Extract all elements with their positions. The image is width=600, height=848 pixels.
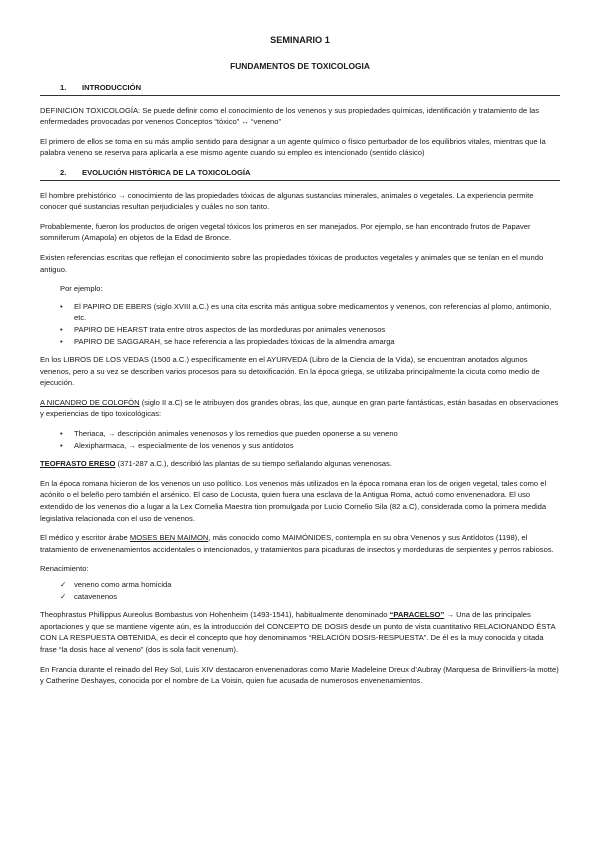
paragraph-definicion: DEFINICION TOXICOLOGÍA: Se puede definir como el conocimiento de los venenos y sus propiedades químicas, identificación y tratamiento de las enfermedades provocadas por venenos Conceptos “tóxico” ↔ “veneno” [40,105,540,127]
paracelso-name: “PARACELSO” [389,610,445,620]
paragraph-vedas: En los LIBROS DE LOS VEDAS (1500 a.C.) específicamente en el AYURVEDA (Libro de la Ciencia de la Vida), se encuentran anotados algunos venenos, pero a su vez se describen varios procesos para su detoxificación. En la época griega, se utilizaba principalmente la cicuta como medio de ejecución. [40,355,540,388]
moses-name: MOSES BEN MAIMON [129,533,209,543]
section-heading-text: INTRODUCCIÓN [82,83,142,92]
nicandro-name: A NICANDRO DE COLOFÓN [40,397,140,407]
paragraph-referencias-escritas: Existen referencias escritas que reflejan el conocimiento sobre las propiedades tóxicas de productos vegetales y animales que se tenían en el mundo antiguo. [40,252,544,274]
teofrasto-text: (371-287 a.C.), describió las plantas de su tiempo señalando algunas venenosas. [115,459,392,469]
list-renacimiento [40,579,560,602]
list-item: • El PAPIRO DE EBERS (siglo XVIII a.C.) es una cita escrita más antigua sobre medicamentos y venenos, con referencias al plomo, antimonio, etc. [74,301,560,324]
paragraph-toxico-veneno: El primero de ellos se toma en su más amplio sentido para designar a un agente químico o físico perturbador de los equilibrios vitales, mientras que la palabra veneno se reserva para aplicarla a ese mismo agente cuando su empleo es intencionado (sentido clásico) [40,136,546,158]
paragraph-teofrasto [40,458,560,470]
section-number: 1. [60,83,67,92]
moses-pre: El médico y escritor árabe [40,533,130,543]
paragraph-productos-vegetales: Probablemente, fueron los productos de origen vegetal tóxicos los primeros en ser manejados. Por ejemplo, se han encontrado frutos de Papaver somniferum (Amapola) en objetos de la Edad de Bronce. [40,221,531,243]
list-item: • Theriaca, → descripción animales venenosos y los remedios que pueden oponerse a su veneno [74,428,560,440]
paragraph-moses [40,532,560,555]
section-heading-text: EVOLUCIÓN HISTÓRICA DE LA TOXICOLOGÍA [82,167,251,177]
nicandro-text: (siglo II a.C) se le atribuyen dos grandes obras, las que, aunque en gran parte fantásticas, están basadas en observaciones y experiencias de tipo toxicológicas: [40,397,559,419]
document-subtitle: FUNDAMENTOS DE TOXICOLOGIA [230,61,370,71]
paragraph-francia: En Francia durante el reinado del Rey Sol, Luis XIV destacaron envenenadoras como Marie Madeleine Dreux d’Aubray (Marquesa de Brinvilliers-la motte) y Catherine Deshayes, conocida por el nombre de La Voisin, quien fue acusada de numerosos envenenamientos. [40,664,559,686]
paragraph-por-ejemplo: Por ejemplo: [60,284,103,294]
list-item: • PAPIRO DE HEARST trata entre otros aspectos de las mordeduras por animales venenosos [74,324,560,336]
paragraph-epoca-romana: En la época romana hicieron de los venenos un uso político. Los venenos más utilizados en la época romana eran los de origen vegetal, tales como el acónito o el beleño pero también el arsénico. El caso de Locusta, quien fuera una esclava de la Antigua Roma, actuó como envenenadora. El uso extendido de los venenos dio a lugar a la Lex Cornelia Maestra tion promulgada por Lucio Cornelio Sila (82 a.C), considerada como la primera medida legislativa relacionada con el uso de venenos. [40,478,547,523]
section-heading-evolucion [40,167,560,181]
paragraph-renacimiento: Renacimiento: [40,564,89,574]
document-title: SEMINARIO 1 [270,35,330,45]
list-papiros [40,301,560,347]
paragraph-paracelso [40,609,560,655]
moses-text: , más conocido como MAIMÓNIDES, contempla en su obra Venenos y sus Antídotos (1198), el tratamiento de envenenamientos accidentales o intencionados, y tratamientos para picaduras de insectos y mordeduras de serpientes y perros rabiosos. [40,533,554,554]
paragraph-nicandro [40,397,560,420]
paracelso-pre: Theophrastus Phillippus Aureolus Bombastus von Hohenheim (1493-1541), habitualmente denominado [40,610,390,620]
list-item: ✓ catavenenos [74,591,560,603]
section-number: 2. [60,167,67,177]
section-heading-introduccion [40,82,560,96]
list-item: ✓ veneno como arma homicida [74,579,560,591]
teofrasto-name: TEOFRASTO ERESO [40,459,116,469]
paragraph-prehistorico: El hombre prehistórico → conocimiento de las propiedades tóxicas de algunas sustancias minerales, animales o vegetales. La experiencia permite conocer qué sustancias resultan perjudiciales y cuáles no son tanto. [40,190,534,212]
paracelso-text: → Una de las principales aportaciones y que se mantiene vigente aún, es la introducción del CONCEPTO DE DOSIS desde un punto de vista cuantitativo RELACIONANDO ÉSTA CON LA RESPUESTA OBTENIDA, es decir el concepto que hoy denominamos “RELACIÓN DOSIS-RESPUESTA”. De él es la muy conocida y citada frase “la dosis hace al veneno” (dos is sola facit venenum). [40,610,556,654]
list-item: • PAPIRO DE SAGGARAH, se hace referencia a las propiedades tóxicas de la almendra amarga [74,336,560,348]
list-obras [40,428,560,451]
list-item: • Alexipharmaca, → especialmente de los venenos y sus antídotos [74,440,560,452]
